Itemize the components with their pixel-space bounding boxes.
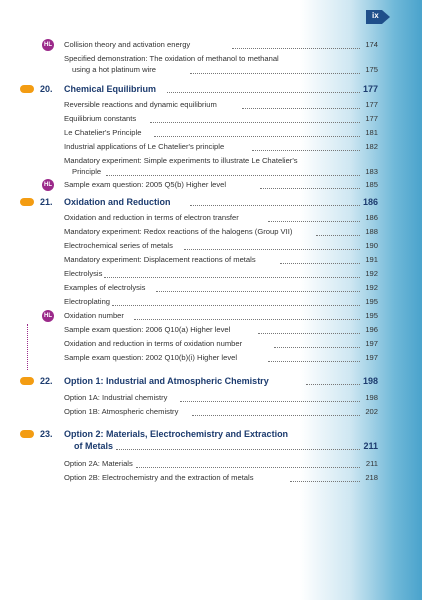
toc-chapter[interactable] xyxy=(20,197,380,211)
toc-entry[interactable] xyxy=(20,459,380,473)
entry-title: Oxidation and reduction in terms of electron transfer xyxy=(64,213,239,222)
toc-entry[interactable] xyxy=(20,241,380,255)
dot-leader xyxy=(154,132,360,137)
entry-title-line1: Mandatory experiment: Simple experiments to illustrate Le Chatelier's xyxy=(64,156,298,165)
entry-page: 177 xyxy=(365,100,378,109)
toc-entry-cont[interactable] xyxy=(20,65,380,79)
dot-leader xyxy=(232,44,360,49)
entry-title: Examples of electrolysis xyxy=(64,283,146,292)
entry-title: Oxidation number xyxy=(64,311,124,320)
dot-leader xyxy=(190,69,360,74)
entry-title: Le Chatelier's Principle xyxy=(64,128,142,137)
dot-leader xyxy=(192,411,360,416)
dot-leader xyxy=(268,217,360,222)
toc-chapter[interactable] xyxy=(20,84,380,98)
dot-leader xyxy=(156,287,360,292)
entry-page: 190 xyxy=(365,241,378,250)
entry-title: Option 2B: Electrochemistry and the extraction of metals xyxy=(64,473,254,482)
chapter-marker xyxy=(20,85,34,93)
toc-entry[interactable] xyxy=(20,142,380,156)
entry-title-line2: Principle xyxy=(72,167,102,176)
chapter-page: 186 xyxy=(362,197,378,207)
chapter-number: 23. xyxy=(40,429,53,439)
entry-title: Electrochemical series of metals xyxy=(64,241,173,250)
toc-entry[interactable] xyxy=(20,339,380,353)
entry-page: 197 xyxy=(365,339,378,348)
entry-title: Option 1A: Industrial chemistry xyxy=(64,393,168,402)
toc-entry[interactable] xyxy=(20,283,380,297)
toc-entry[interactable] xyxy=(20,353,380,367)
entry-page: 177 xyxy=(365,114,378,123)
toc-entry[interactable] xyxy=(20,40,380,54)
dot-leader xyxy=(106,171,360,176)
entry-title: Oxidation and reduction in terms of oxidation number xyxy=(64,339,243,348)
dot-leader xyxy=(306,380,360,385)
toc-entry[interactable] xyxy=(20,114,380,128)
entry-page: 191 xyxy=(365,255,378,264)
entry-page: 183 xyxy=(365,167,378,176)
entry-page: 175 xyxy=(365,65,378,74)
entry-title: Sample exam question: 2005 Q5(b) Higher level xyxy=(64,180,227,189)
chapter-title: Oxidation and Reduction xyxy=(64,197,171,207)
entry-page: 195 xyxy=(365,311,378,320)
page-number-tab xyxy=(366,8,392,26)
dot-leader xyxy=(116,445,360,450)
dot-leader xyxy=(242,104,360,109)
toc-entry[interactable] xyxy=(20,255,380,269)
toc-entry[interactable] xyxy=(20,407,380,421)
dot-leader xyxy=(184,245,360,250)
dot-leader xyxy=(190,201,360,206)
entry-page: 174 xyxy=(365,40,378,49)
entry-page: 218 xyxy=(365,473,378,482)
chapter-number: 21. xyxy=(40,197,53,207)
dot-leader xyxy=(260,184,360,189)
entry-title: Collision theory and activation energy xyxy=(64,40,191,49)
higher-level-badge: HL xyxy=(42,310,54,322)
entry-title: Sample exam question: 2006 Q10(a) Higher level xyxy=(64,325,231,334)
chapter-number: 22. xyxy=(40,376,53,386)
chapter-page: 198 xyxy=(362,376,378,386)
entry-title: Sample exam question: 2002 Q10(b)(i) Higher level xyxy=(64,353,238,362)
dot-leader xyxy=(167,88,360,93)
entry-page: 192 xyxy=(365,283,378,292)
toc-entry-cont[interactable] xyxy=(20,167,380,181)
entry-title: Industrial applications of Le Chatelier's principle xyxy=(64,142,225,151)
chapter-title: Option 1: Industrial and Atmospheric Chemistry xyxy=(64,376,269,386)
entry-title: Mandatory experiment: Redox reactions of the halogens (Group VII) xyxy=(64,227,293,236)
chapter-page: 177 xyxy=(362,84,378,94)
entry-page: 197 xyxy=(365,353,378,362)
page-number: ix xyxy=(372,11,379,20)
chapter-title-line1: Option 2: Materials, Electrochemistry and Extraction xyxy=(64,429,289,439)
higher-level-badge: HL xyxy=(42,39,54,51)
entry-page: 185 xyxy=(365,180,378,189)
entry-page: 196 xyxy=(365,325,378,334)
toc-entry[interactable] xyxy=(20,325,380,339)
dot-leader xyxy=(280,259,360,264)
entry-title: Electroplating xyxy=(64,297,111,306)
chapter-page: 211 xyxy=(363,441,378,451)
entry-page: 192 xyxy=(365,269,378,278)
dot-leader xyxy=(180,397,360,402)
dot-leader xyxy=(274,343,360,348)
toc-entry[interactable] xyxy=(20,128,380,142)
entry-page: 202 xyxy=(365,407,378,416)
entry-page: 181 xyxy=(365,128,378,137)
toc-entry[interactable] xyxy=(20,311,380,325)
chapter-title: Chemical Equilibrium xyxy=(64,84,157,94)
dot-leader xyxy=(316,231,360,236)
dot-leader xyxy=(150,118,360,123)
chapter-marker xyxy=(20,198,34,206)
toc-chapter[interactable] xyxy=(20,376,380,390)
chapter-number: 20. xyxy=(40,84,53,94)
entry-page: 182 xyxy=(365,142,378,151)
entry-page: 186 xyxy=(365,213,378,222)
toc-entry[interactable] xyxy=(20,473,380,483)
entry-title: Electrolysis xyxy=(64,269,103,278)
toc-entry[interactable] xyxy=(20,213,380,227)
dot-leader xyxy=(136,463,360,468)
toc-entry[interactable] xyxy=(20,100,380,114)
toc-entry[interactable] xyxy=(20,180,380,194)
toc-chapter-cont[interactable] xyxy=(20,441,380,455)
dot-leader xyxy=(258,329,360,334)
entry-title: Equilibrium constants xyxy=(64,114,137,123)
entry-title-line1: Specified demonstration: The oxidation of methanol to methanal xyxy=(64,54,279,63)
entry-title: Option 1B: Atmospheric chemistry xyxy=(64,407,179,416)
toc-entry[interactable] xyxy=(20,269,380,283)
dot-leader xyxy=(112,301,360,306)
page-arrow-icon xyxy=(366,8,392,26)
entry-title: Option 2A: Materials xyxy=(64,459,133,468)
entry-title: Reversible reactions and dynamic equilibrium xyxy=(64,100,217,109)
toc-entry[interactable] xyxy=(20,297,380,311)
dot-leader xyxy=(134,315,360,320)
entry-title: Mandatory experiment: Displacement reactions of metals xyxy=(64,255,256,264)
toc-entry[interactable] xyxy=(20,393,380,407)
entry-title-line2: using a hot platinum wire xyxy=(72,65,156,74)
dot-leader xyxy=(252,146,360,151)
chapter-marker xyxy=(20,377,34,385)
entry-page: 211 xyxy=(365,459,378,468)
entry-page: 198 xyxy=(365,393,378,402)
entry-page: 188 xyxy=(365,227,378,236)
dot-leader xyxy=(104,273,360,278)
chapter-marker xyxy=(20,430,34,438)
dot-leader xyxy=(268,357,360,362)
entry-page: 195 xyxy=(365,297,378,306)
chapter-title-line2: of Metals xyxy=(74,441,114,451)
toc-entry[interactable] xyxy=(20,227,380,241)
higher-level-badge: HL xyxy=(42,179,54,191)
dot-leader xyxy=(290,477,360,482)
